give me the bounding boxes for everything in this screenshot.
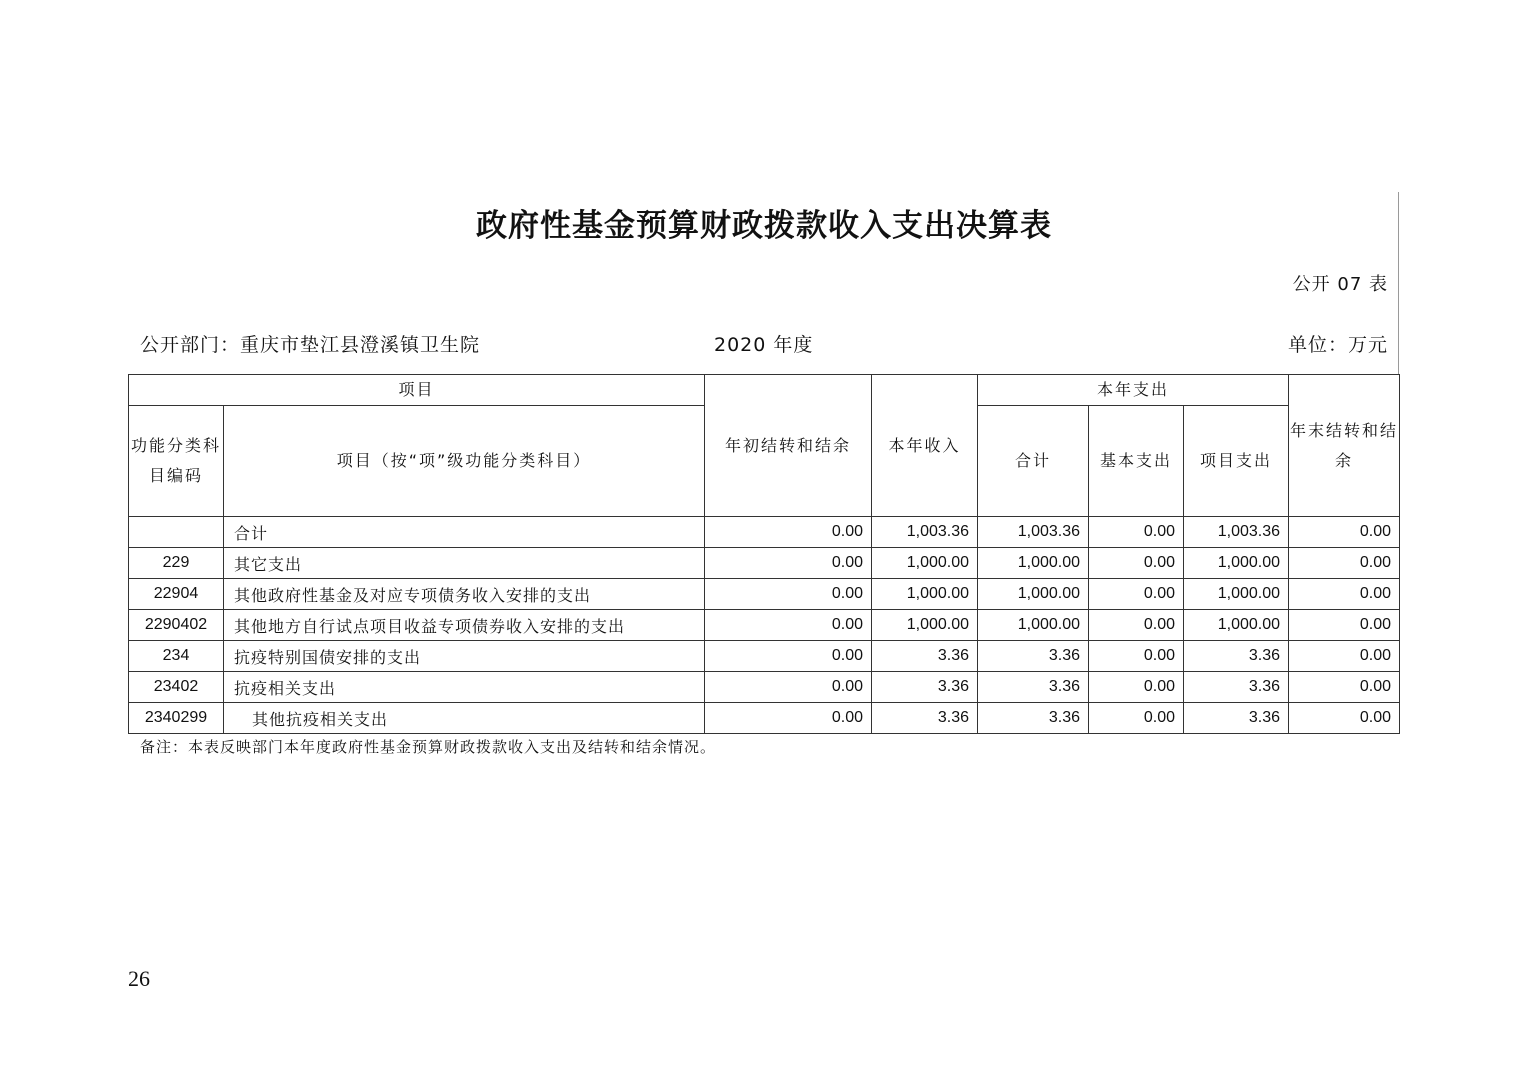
cell-basic-expenditure: 0.00 [1089, 641, 1184, 672]
cell-basic-expenditure: 0.00 [1089, 610, 1184, 641]
cell-basic-expenditure: 0.00 [1089, 703, 1184, 734]
cell-current-income: 1,003.36 [872, 517, 978, 548]
header-row-1 [129, 375, 1400, 406]
cell-opening-balance: 0.00 [705, 703, 872, 734]
cell-closing-balance: 0.00 [1289, 672, 1400, 703]
cell-opening-balance: 0.00 [705, 641, 872, 672]
cell-basic-expenditure: 0.00 [1089, 672, 1184, 703]
table-row [129, 517, 1400, 548]
cell-closing-balance: 0.00 [1289, 641, 1400, 672]
cell-opening-balance: 0.00 [705, 517, 872, 548]
cell-basic-expenditure: 0.00 [1089, 517, 1184, 548]
unit-label: 单位：万元 [1287, 334, 1388, 356]
cell-basic-expenditure: 0.00 [1089, 548, 1184, 579]
header-current-expenditure: 本年支出 [978, 375, 1289, 406]
header-expenditure-total: 合计 [978, 406, 1089, 517]
cell-opening-balance: 0.00 [705, 672, 872, 703]
footnote: 备注：本表反映部门本年度政府性基金预算财政拨款收入支出及结转和结余情况。 [140, 738, 717, 756]
cell-project-name: 其它支出 [224, 548, 705, 579]
cell-current-income: 1,000.00 [872, 579, 978, 610]
cell-project-name: 其他地方自行试点项目收益专项债券收入安排的支出 [224, 610, 705, 641]
header-project-expenditure: 项目支出 [1184, 406, 1289, 517]
cell-func-code: 234 [129, 641, 224, 672]
department-label: 公开部门：重庆市垫江县澄溪镇卫生院 [140, 334, 481, 356]
cell-current-income: 3.36 [872, 641, 978, 672]
cell-project-expenditure: 1,000.00 [1184, 610, 1289, 641]
fiscal-year-label: 2020 年度 [714, 334, 814, 356]
cell-closing-balance: 0.00 [1289, 579, 1400, 610]
header-current-income: 本年收入 [872, 375, 978, 517]
header-closing-balance: 年末结转和结余 [1289, 375, 1400, 517]
table-row [129, 548, 1400, 579]
cell-project-expenditure: 3.36 [1184, 641, 1289, 672]
cell-expenditure-total: 1,000.00 [978, 579, 1089, 610]
cell-opening-balance: 0.00 [705, 610, 872, 641]
cell-project-expenditure: 1,003.36 [1184, 517, 1289, 548]
cell-func-code: 2290402 [129, 610, 224, 641]
table-row [129, 672, 1400, 703]
cell-current-income: 3.36 [872, 703, 978, 734]
cell-func-code: 2340299 [129, 703, 224, 734]
table-body [129, 517, 1400, 734]
cell-project-expenditure: 1,000.00 [1184, 548, 1289, 579]
table-row [129, 641, 1400, 672]
table-row [129, 579, 1400, 610]
header-project-group: 项目 [129, 375, 705, 406]
cell-func-code: 23402 [129, 672, 224, 703]
cell-expenditure-total: 3.36 [978, 641, 1089, 672]
cell-closing-balance: 0.00 [1289, 517, 1400, 548]
budget-table [128, 374, 1400, 734]
cell-current-income: 1,000.00 [872, 548, 978, 579]
header-project-name: 项目（按“项”级功能分类科目） [224, 406, 705, 517]
table-row [129, 703, 1400, 734]
table-row [129, 610, 1400, 641]
header-func-code: 功能分类科目编码 [129, 406, 224, 517]
cell-func-code: 229 [129, 548, 224, 579]
header-opening-balance: 年初结转和结余 [705, 375, 872, 517]
cell-opening-balance: 0.00 [705, 548, 872, 579]
page-title: 政府性基金预算财政拨款收入支出决算表 [476, 208, 1052, 244]
cell-current-income: 3.36 [872, 672, 978, 703]
cell-project-expenditure: 3.36 [1184, 672, 1289, 703]
cell-expenditure-total: 1,003.36 [978, 517, 1089, 548]
page-number: 26 [128, 966, 150, 991]
header-basic-expenditure: 基本支出 [1089, 406, 1184, 517]
table-number: 公开 07 表 [1292, 274, 1388, 295]
cell-project-name: 抗疫特别国债安排的支出 [224, 641, 705, 672]
cell-current-income: 1,000.00 [872, 610, 978, 641]
cell-func-code [129, 517, 224, 548]
cell-project-name: 其他政府性基金及对应专项债务收入安排的支出 [224, 579, 705, 610]
cell-project-name: 抗疫相关支出 [224, 672, 705, 703]
cell-expenditure-total: 1,000.00 [978, 610, 1089, 641]
cell-closing-balance: 0.00 [1289, 703, 1400, 734]
cell-project-expenditure: 3.36 [1184, 703, 1289, 734]
cell-expenditure-total: 3.36 [978, 672, 1089, 703]
cell-project-name: 其他抗疫相关支出 [224, 703, 705, 734]
cell-opening-balance: 0.00 [705, 579, 872, 610]
cell-func-code: 22904 [129, 579, 224, 610]
cell-expenditure-total: 3.36 [978, 703, 1089, 734]
cell-closing-balance: 0.00 [1289, 610, 1400, 641]
cell-expenditure-total: 1,000.00 [978, 548, 1089, 579]
cell-project-expenditure: 1,000.00 [1184, 579, 1289, 610]
cell-project-name: 合计 [224, 517, 705, 548]
cell-basic-expenditure: 0.00 [1089, 579, 1184, 610]
cell-closing-balance: 0.00 [1289, 548, 1400, 579]
